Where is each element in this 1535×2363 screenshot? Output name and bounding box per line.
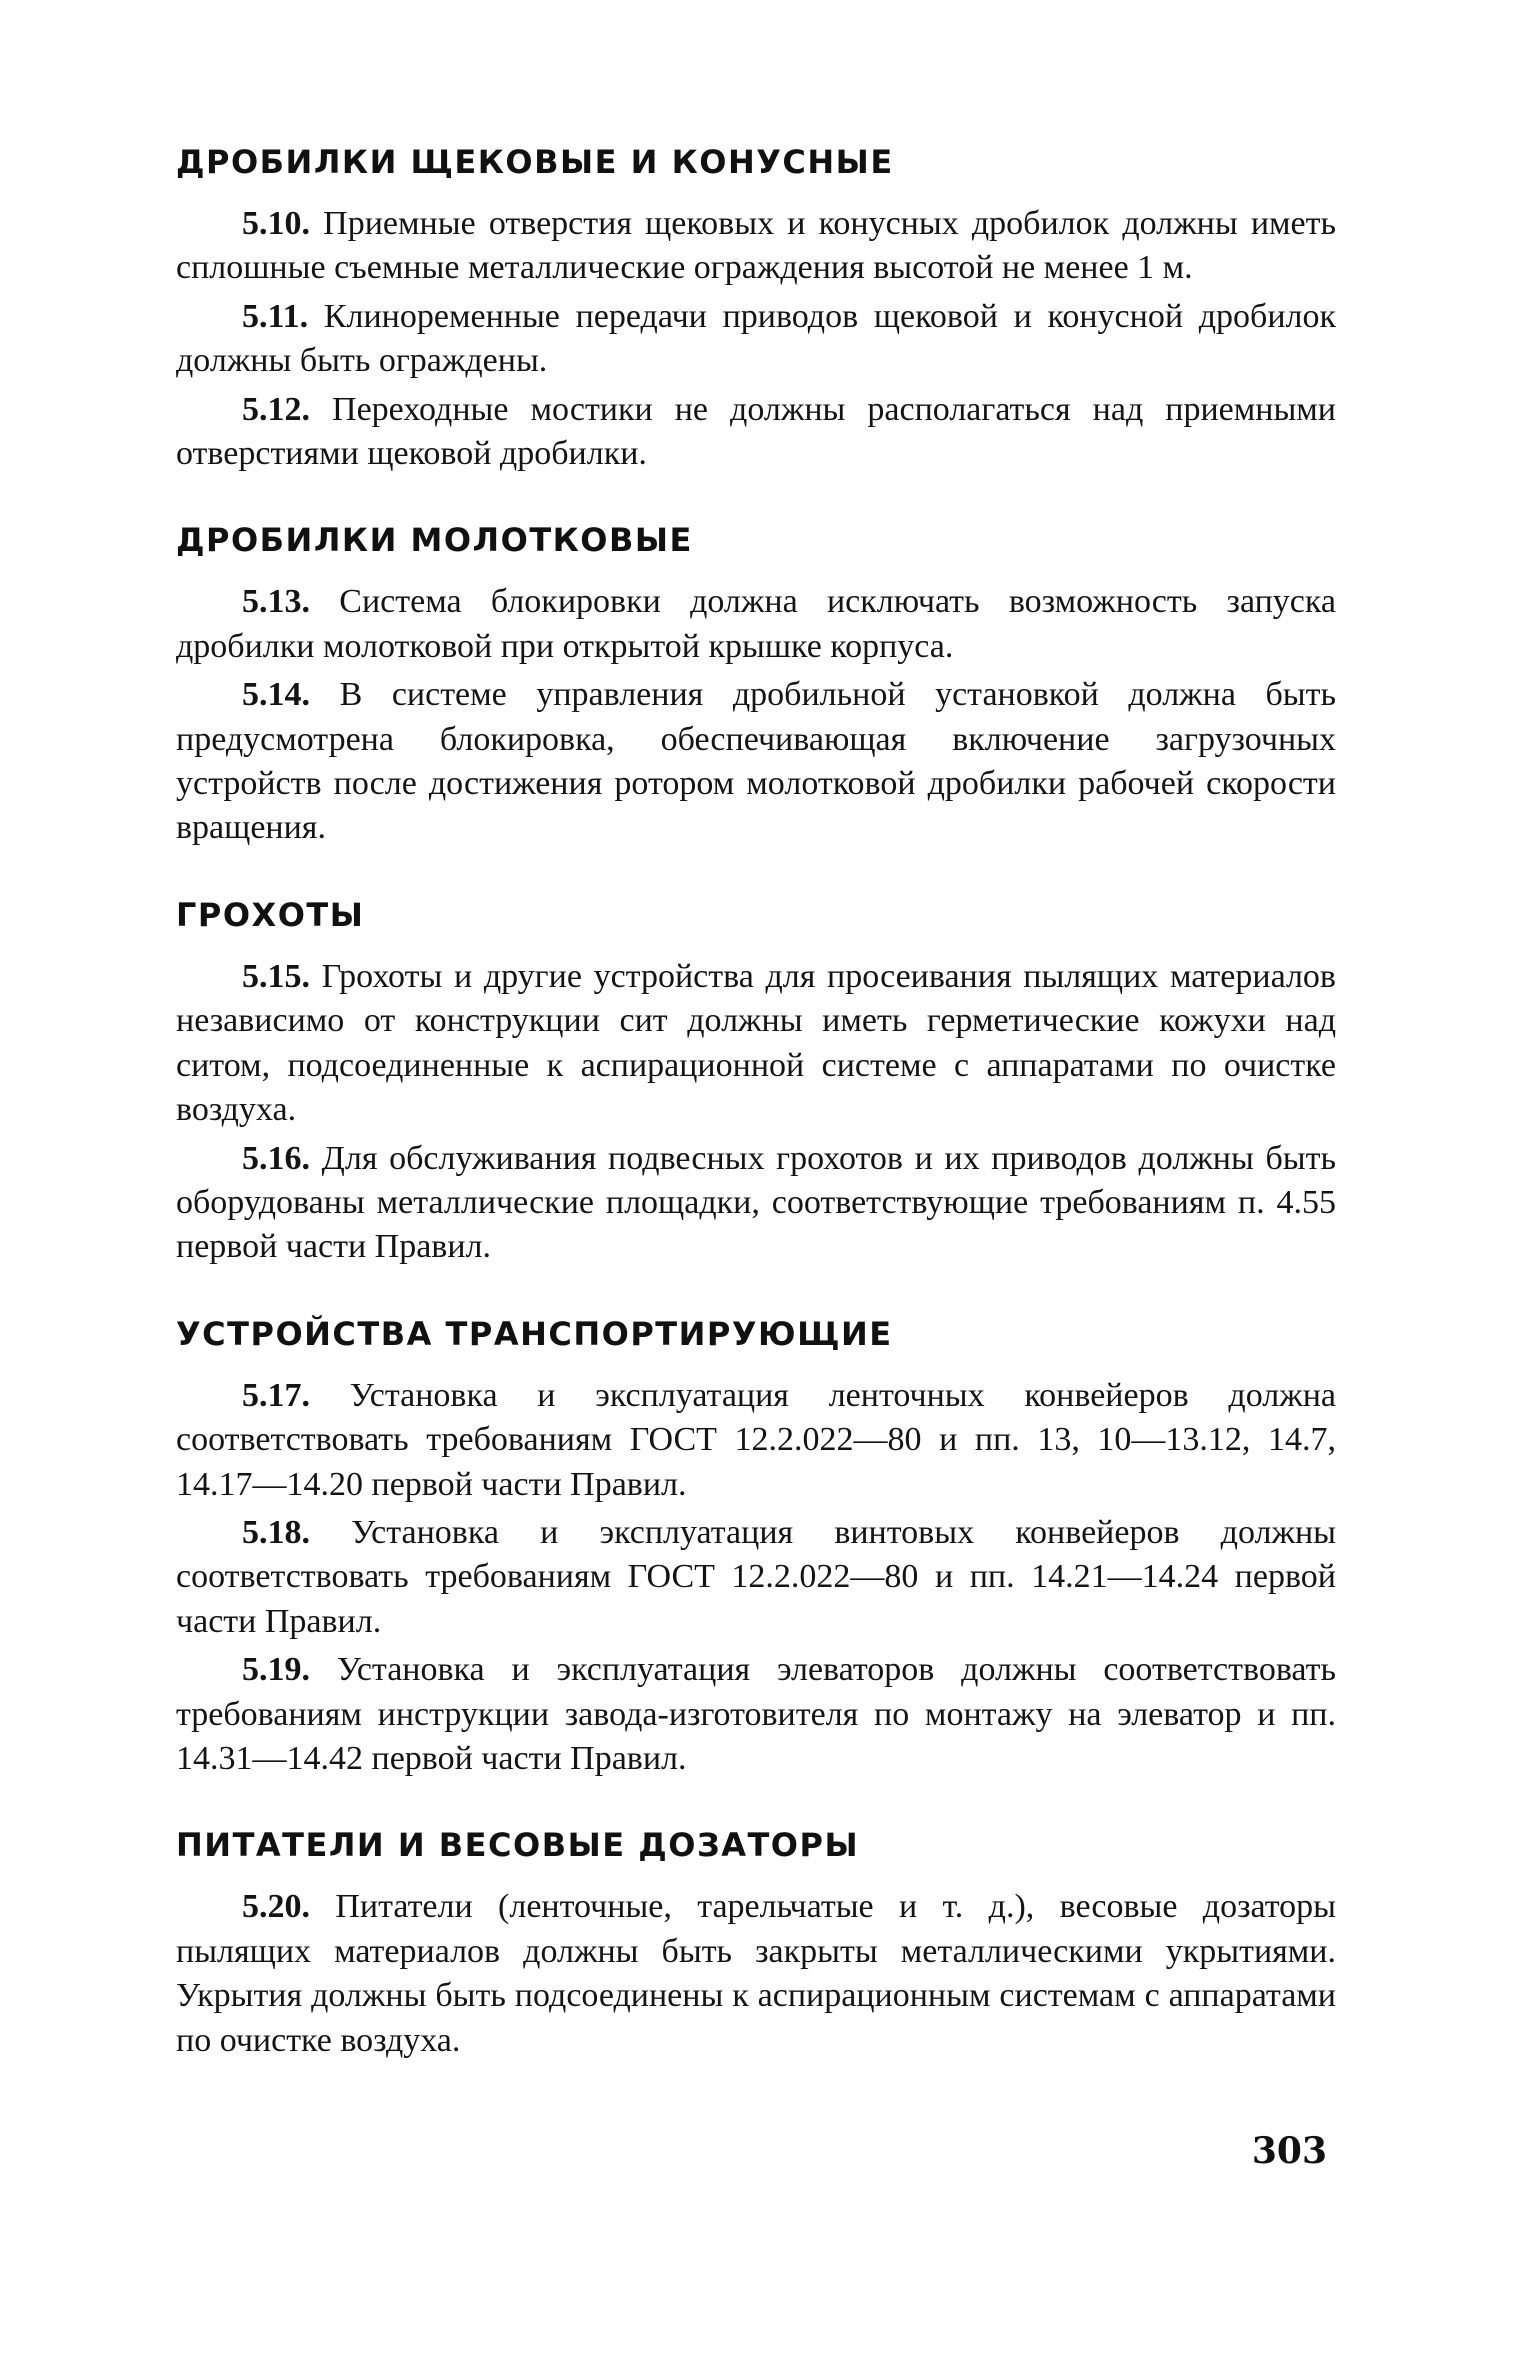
section-jaw-cone-crushers [176, 140, 1336, 476]
clause-number: 5.18. [242, 1513, 310, 1551]
clause-text: Установка и эксплуатация элеваторов должны соответствовать требованиям инструкции завода-изготовителя по монтажу на элеватор и пп. 14.31—14.42 первой части Правил. [176, 1651, 1337, 1777]
section-heading: ДРОБИЛКИ МОЛОТКОВЫЕ [176, 521, 693, 560]
clause-number: 5.15. [242, 957, 310, 995]
section-feeders-dosers [176, 1823, 1336, 2063]
clause-text: Установка и эксплуатация ленточных конвейеров должна соответствовать требованиям ГОСТ 12.2.022—80 и пп. 13, 10—13.12, 14.7, 14.17—14.20 первой части Правил. [176, 1376, 1336, 1503]
clause-5-14 [176, 673, 1336, 851]
clause-text: Установка и эксплуатация винтовых конвейеров должны соответствовать требованиям ГОСТ 12.2.022—80 и пп. 14.21—14.24 первой части Правил. [176, 1513, 1337, 1640]
clause-5-13 [176, 580, 1336, 669]
section-heading: ГРОХОТЫ [176, 895, 365, 934]
clause-text: В системе управления дробильной установкой должна быть предусмотрена блокировка, обеспечивающая включение загрузочных устройств после достижения ротором молотковой дробилки рабочей скорости вращения. [176, 676, 1337, 847]
clause-text: Питатели (ленточные, тарельчатые и т. д.), весовые дозаторы пылящих материалов должны быть закрыты металлическими укрытиями. Укрытия должны быть подсоединены к аспирационным системам с аппаратами по очистке воздуха. [176, 1888, 1336, 2059]
clause-number: 5.20. [242, 1888, 310, 1926]
clause-5-11 [176, 295, 1336, 384]
clause-number: 5.10. [242, 205, 310, 242]
document-page [176, 140, 1336, 2105]
section-screens [176, 893, 1336, 1270]
section-heading: УСТРОЙСТВА ТРАНСПОРТИРУЮЩИЕ [176, 1314, 893, 1353]
clause-number: 5.17. [242, 1376, 310, 1414]
clause-text: Переходные мостики не должны располагаться над приемными отверстиями щековой дробилки. [176, 390, 1337, 473]
section-heading: ДРОБИЛКИ ЩЕКОВЫЕ И КОНУСНЫЕ [176, 143, 894, 181]
clause-5-10 [176, 202, 1336, 291]
clause-text: Грохоты и другие устройства для просеивания пылящих материалов независимо от конструкции сит должны иметь герметические кожухи над ситом, подсоединенные к аспирационной системе с аппаратами по очистке воздуха. [176, 957, 1336, 1129]
clause-5-12 [176, 388, 1336, 477]
clause-text: Клиноременные передачи приводов щековой и конусной дробилок должны быть ограждены. [176, 297, 1337, 380]
clause-number: 5.12. [242, 390, 310, 428]
clause-text: Для обслуживания подвесных грохотов и их приводов должны быть оборудованы металлические площадки, соответствующие требованиям п. 4.55 первой части Правил. [176, 1139, 1336, 1266]
section-heading: ПИТАТЕЛИ И ВЕСОВЫЕ ДОЗАТОРЫ [176, 1826, 860, 1865]
clause-5-18 [176, 1511, 1336, 1644]
clause-number: 5.13. [242, 583, 310, 621]
section-hammer-crushers [176, 518, 1336, 850]
clause-text: Система блокировки должна исключать возможность запуска дробилки молотковой при открытой крышке корпуса. [176, 583, 1336, 665]
clause-number: 5.16. [242, 1139, 310, 1177]
clause-5-17 [176, 1374, 1336, 1507]
clause-number: 5.19. [242, 1651, 310, 1689]
page-number: 303 [1251, 2130, 1327, 2172]
section-conveying-devices [176, 1312, 1336, 1782]
clause-5-15 [176, 955, 1336, 1133]
clause-5-19 [176, 1648, 1336, 1781]
clause-number: 5.14. [242, 676, 310, 714]
clause-5-16 [176, 1137, 1336, 1270]
clause-text: Приемные отверстия щековых и конусных дробилок должны иметь сплошные съемные металлические ограждения высотой не менее 1 м. [176, 205, 1336, 287]
clause-number: 5.11. [242, 297, 309, 335]
clause-5-20 [176, 1885, 1336, 2063]
